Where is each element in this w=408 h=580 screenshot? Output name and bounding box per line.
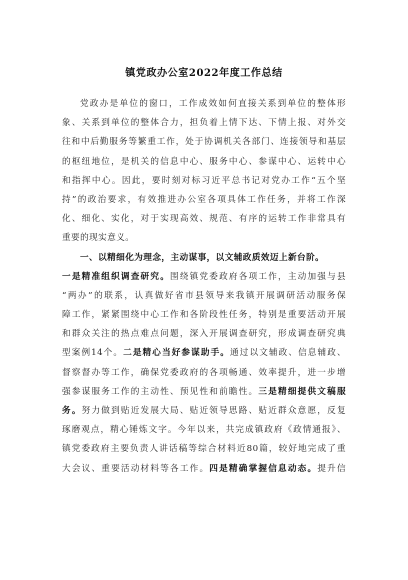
- line-text: 持”的政治要求，有效推进办公室各项具体工作任务，并将工作深: [62, 194, 346, 205]
- line-text: 督察督办等工作，确保党委政府的各项畅通、效率提升，进一步增: [62, 367, 346, 378]
- line-text: 琢磨观点，精心锤炼文字。今年以来，共完成镇政府《政情通报》、: [62, 425, 346, 436]
- line-text: 往和中后勤服务等繁重工作，处于协调机关各部门、连接领导和基层: [62, 137, 346, 148]
- section-heading: [62, 249, 346, 268]
- paragraph-line: [62, 402, 346, 421]
- paragraph-line: [62, 210, 346, 229]
- line-text: 重要的现实意义。: [62, 233, 135, 244]
- subheading-text: 四是精确掌握信息动态。: [209, 463, 318, 474]
- subheading-text: 务。: [62, 406, 82, 416]
- paragraph-line: [62, 229, 346, 248]
- paragraph-line: [62, 306, 346, 325]
- line-text: 障工作，紧紧围绕中心工作和各阶段性任务，特别是重要活动开展: [62, 310, 346, 321]
- paragraph-line: [62, 364, 346, 383]
- paragraph-line: [62, 421, 346, 440]
- line-text: “两办”的联系，认真做好省市县领导来我镇开展调研活动服务保: [62, 290, 346, 301]
- paragraph-line: [62, 287, 346, 306]
- line-text: 努力做到贴近发展大局、贴近领导思路、贴近群众意愿，反复: [81, 406, 346, 416]
- line-text: 大会议、重要活动材料等各工作。: [62, 463, 210, 474]
- paragraph-line: [62, 460, 346, 479]
- subheading-text: 二是精心当好参谋助手。: [123, 348, 231, 359]
- paragraph-line: [62, 344, 346, 363]
- line-text: 强参谋服务工作的主动性、预见性和前瞻性。: [62, 386, 259, 397]
- line-text: 型案例14个。: [62, 348, 124, 359]
- line-text: 围绕镇党委政府各项工作，主动加强与县: [170, 271, 346, 282]
- paragraph-line: [62, 191, 346, 210]
- paragraph-line: [62, 114, 346, 133]
- document-title: 镇党政办公室2022年度工作总结: [125, 68, 283, 79]
- paragraph-line: [62, 325, 346, 344]
- document-body: [62, 95, 346, 479]
- line-text: 化、细化、实化，对于实现高效、规范、有序的运转工作非常具有: [62, 214, 346, 225]
- subheading-text: 一是精准组织调查研究。: [62, 271, 171, 282]
- line-text: 党政办是单位的窗口，工作成效如何直接关系到单位的整体形: [80, 99, 346, 109]
- paragraph-line: [62, 95, 346, 114]
- line-text: 提升信: [317, 463, 346, 474]
- subheading-text: 三是精细提供文稿服: [258, 386, 346, 397]
- paragraph-line: [62, 383, 346, 402]
- paragraph-line: [62, 172, 346, 191]
- line-text: 和群众关注的热点难点问题，深入开展调查研究，形成调查研究典: [62, 329, 346, 340]
- paragraph-line: [62, 440, 346, 459]
- line-text: 的枢纽地位，是机关的信息中心、服务中心、参谋中心、运转中心: [62, 156, 346, 167]
- heading-text: 一、以精细化为理念，主动谋事，以文辅政质效迈上新台阶。: [80, 252, 325, 263]
- paragraph-line: [62, 133, 346, 152]
- line-text: 通过以文辅政、信息辅政、: [230, 348, 346, 359]
- line-text: 镇党委政府主要负责人讲话稿等综合材料近80篇，较好地完成了重: [62, 444, 346, 455]
- paragraph-line: [62, 153, 346, 172]
- paragraph-line: [62, 268, 346, 287]
- line-text: 象、关系到单位的整体合力，担负着上情下达、下情上报、对外交: [62, 118, 346, 129]
- line-text: 和指挥中心。因此，要时刻对标习近平总书记对党办工作“五个坚: [62, 175, 346, 186]
